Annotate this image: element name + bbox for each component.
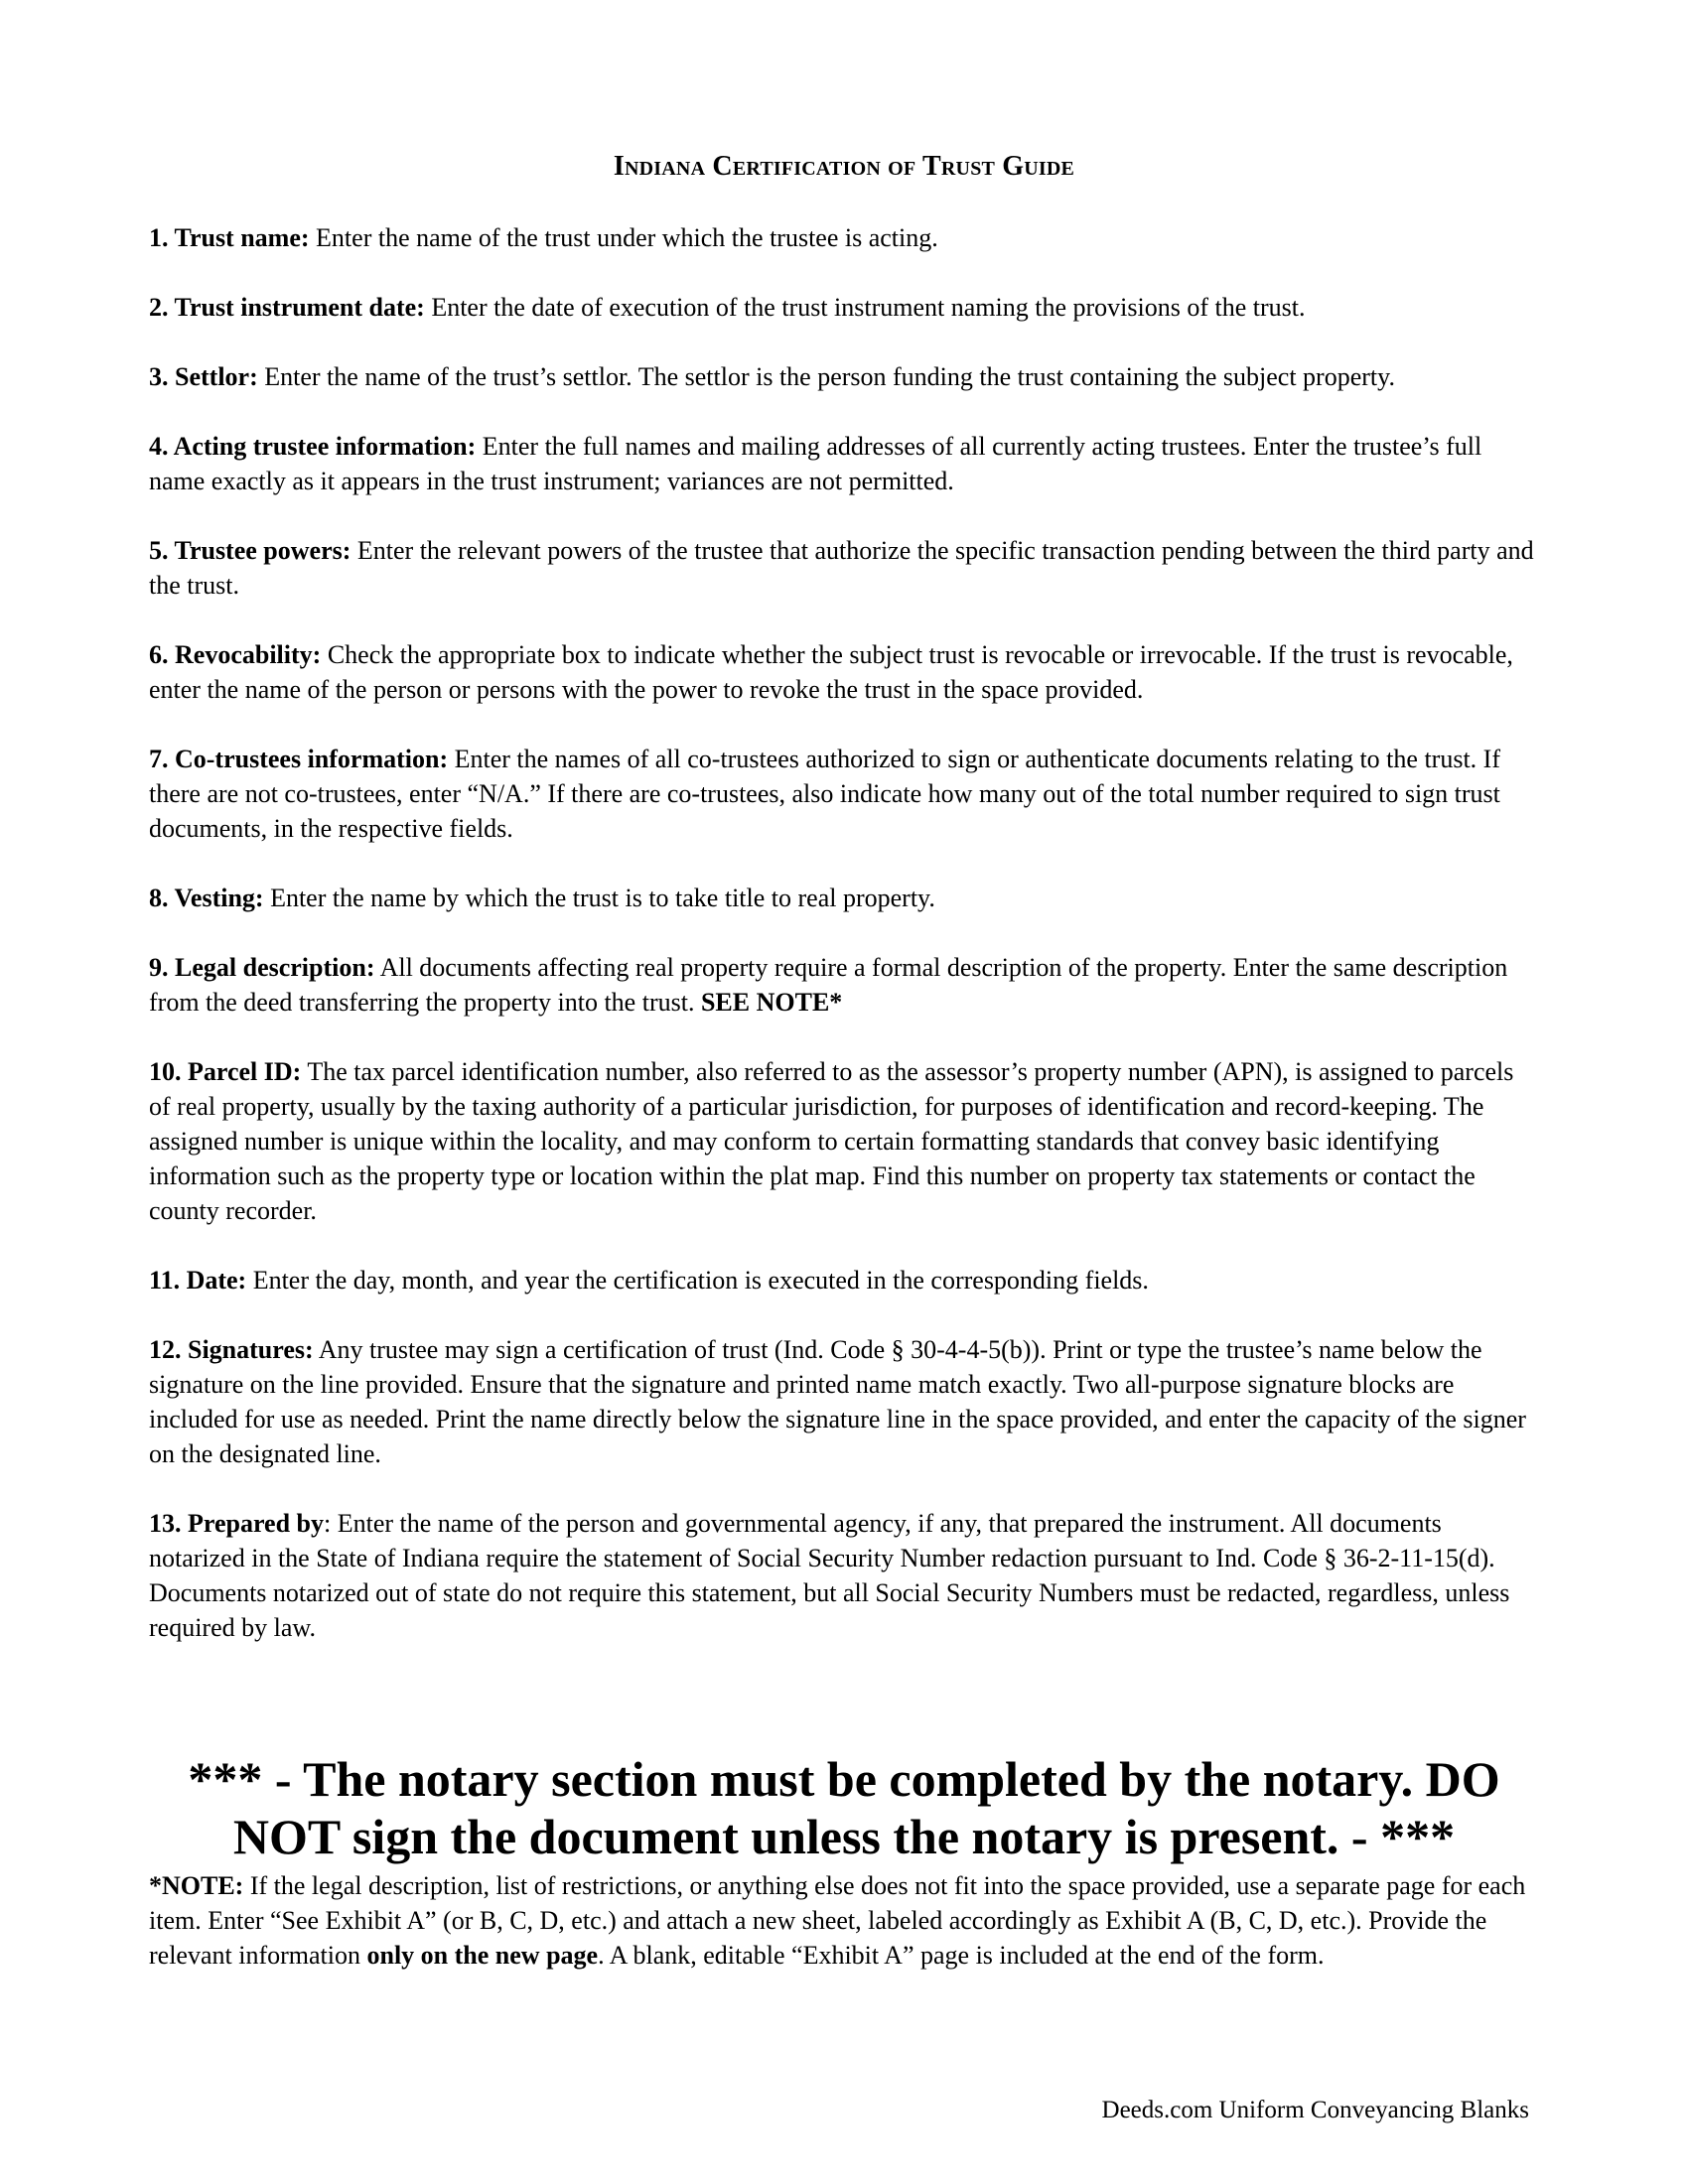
instruction-item-prepared-by: [149, 1506, 1539, 1645]
note-label: *NOTE:: [149, 1871, 244, 1900]
instruction-item-acting-trustee: [149, 429, 1539, 498]
instruction-item-date: [149, 1263, 1539, 1297]
notary-warning: *** - The notary section must be completed by the notary. DO NOT sign the document unless the notary is present. - ***: [188, 1751, 1500, 1864]
instruction-item-instrument-date: [149, 290, 1539, 325]
note-text-a: If the legal description, list of restrictions, or anything else does not fit into the space provided, use a separate page for each item. Enter “See Exhibit A” (or B, C, D, etc.) and attach a new sheet, labeled accordingly as Exhibit A (B, C, D, etc.). Provide the relevant information: [149, 1871, 1526, 1970]
instruction-item-parcel-id: [149, 1054, 1539, 1228]
item-label: 5. Trustee powers:: [149, 536, 352, 565]
item-text: Enter the day, month, and year the certification is executed in the corresponding fields.: [246, 1266, 1149, 1295]
instruction-item-trust-name: [149, 220, 1539, 255]
instruction-item-signatures: [149, 1332, 1539, 1471]
item-text: Enter the relevant powers of the trustee that authorize the specific transaction pending between the third party and the trust.: [149, 536, 1534, 600]
item-text: : Enter the name of the person and governmental agency, if any, that prepared the instrument. All documents notarized in the State of Indiana require the statement of Social Security Number redaction pursuant to Ind. Code § 36-2-11-15(d). Documents notarized out of state do not require this statement, but all Social Security Numbers must be redacted, regardless, unless required by law.: [149, 1509, 1510, 1642]
item-text: Enter the date of execution of the trust instrument naming the provisions of the trust.: [424, 293, 1306, 322]
exhibit-note: [149, 1868, 1539, 1973]
page-footer: Deeds.com Uniform Conveyancing Blanks: [1101, 2097, 1529, 2123]
item-label: 13. Prepared by: [149, 1509, 324, 1538]
instruction-item-vesting: [149, 881, 1539, 915]
instruction-item-revocability: [149, 637, 1539, 707]
item-label: 6. Revocability:: [149, 640, 322, 669]
item-label: 1. Trust name:: [149, 223, 310, 252]
item-text: Any trustee may sign a certification of trust (Ind. Code § 30-4-4-5(b)). Print or type the trustee’s name below the signature on the line provided. Ensure that the signature and printed name match exactly. Two all-purpose signature blocks are included for use as needed. Print the name directly below the signature line in the space provided, and enter the capacity of the signer on the designated line.: [149, 1335, 1526, 1468]
see-note-reference: SEE NOTE*: [700, 988, 843, 1017]
item-text: The tax parcel identification number, also referred to as the assessor’s property number (APN), is assigned to parcels of real property, usually by the taxing authority of a particular jurisdiction, for purposes of identification and record-keeping. The assigned number is unique within the locality, and may conform to certain formatting standards that convey basic identifying information such as the property type or location within the plat map. Find this number on property tax statements or contact the county recorder.: [149, 1057, 1514, 1225]
item-label: 12. Signatures:: [149, 1335, 314, 1364]
item-label: 11. Date:: [149, 1266, 247, 1295]
item-label: 2. Trust instrument date:: [149, 293, 425, 322]
item-text: Enter the name of the trust’s settlor. The settlor is the person funding the trust containing the subject property.: [257, 362, 1395, 391]
item-text: Enter the name by which the trust is to take title to real property.: [263, 884, 935, 912]
instruction-item-trustee-powers: [149, 533, 1539, 603]
note-text-b: . A blank, editable “Exhibit A” page is included at the end of the form.: [598, 1941, 1325, 1970]
note-emphasis: only on the new page: [366, 1941, 599, 1970]
instruction-item-co-trustees: [149, 742, 1539, 846]
instruction-item-settlor: [149, 359, 1539, 394]
item-label: 9. Legal description:: [149, 953, 375, 982]
item-text: All documents affecting real property require a formal description of the property. Enter the same description from the deed transferring the property into the trust.: [149, 953, 1508, 1017]
item-label: 8. Vesting:: [149, 884, 264, 912]
item-label: 4. Acting trustee information:: [149, 432, 477, 461]
item-label: 7. Co-trustees information:: [149, 745, 449, 773]
page-title: Indiana Certification of Trust Guide: [613, 151, 1075, 182]
item-label: 10. Parcel ID:: [149, 1057, 302, 1086]
item-text: Check the appropriate box to indicate whether the subject trust is revocable or irrevocable. If the trust is revocable, enter the name of the person or persons with the power to revoke the trust in the space provided.: [149, 640, 1513, 704]
item-text: Enter the name of the trust under which the trustee is acting.: [309, 223, 938, 252]
item-text: Enter the names of all co-trustees authorized to sign or authenticate documents relating to the trust. If there are not co-trustees, enter “N/A.” If there are co-trustees, also indicate how many out of the total number required to sign trust documents, in the respective fields.: [149, 745, 1500, 843]
item-label: 3. Settlor:: [149, 362, 258, 391]
item-text: Enter the full names and mailing addresses of all currently acting trustees. Enter the trustee’s full name exactly as it appears in the trust instrument; variances are not permitted.: [149, 432, 1482, 495]
instruction-list: [149, 220, 1539, 1680]
instruction-item-legal-description: [149, 950, 1539, 1020]
